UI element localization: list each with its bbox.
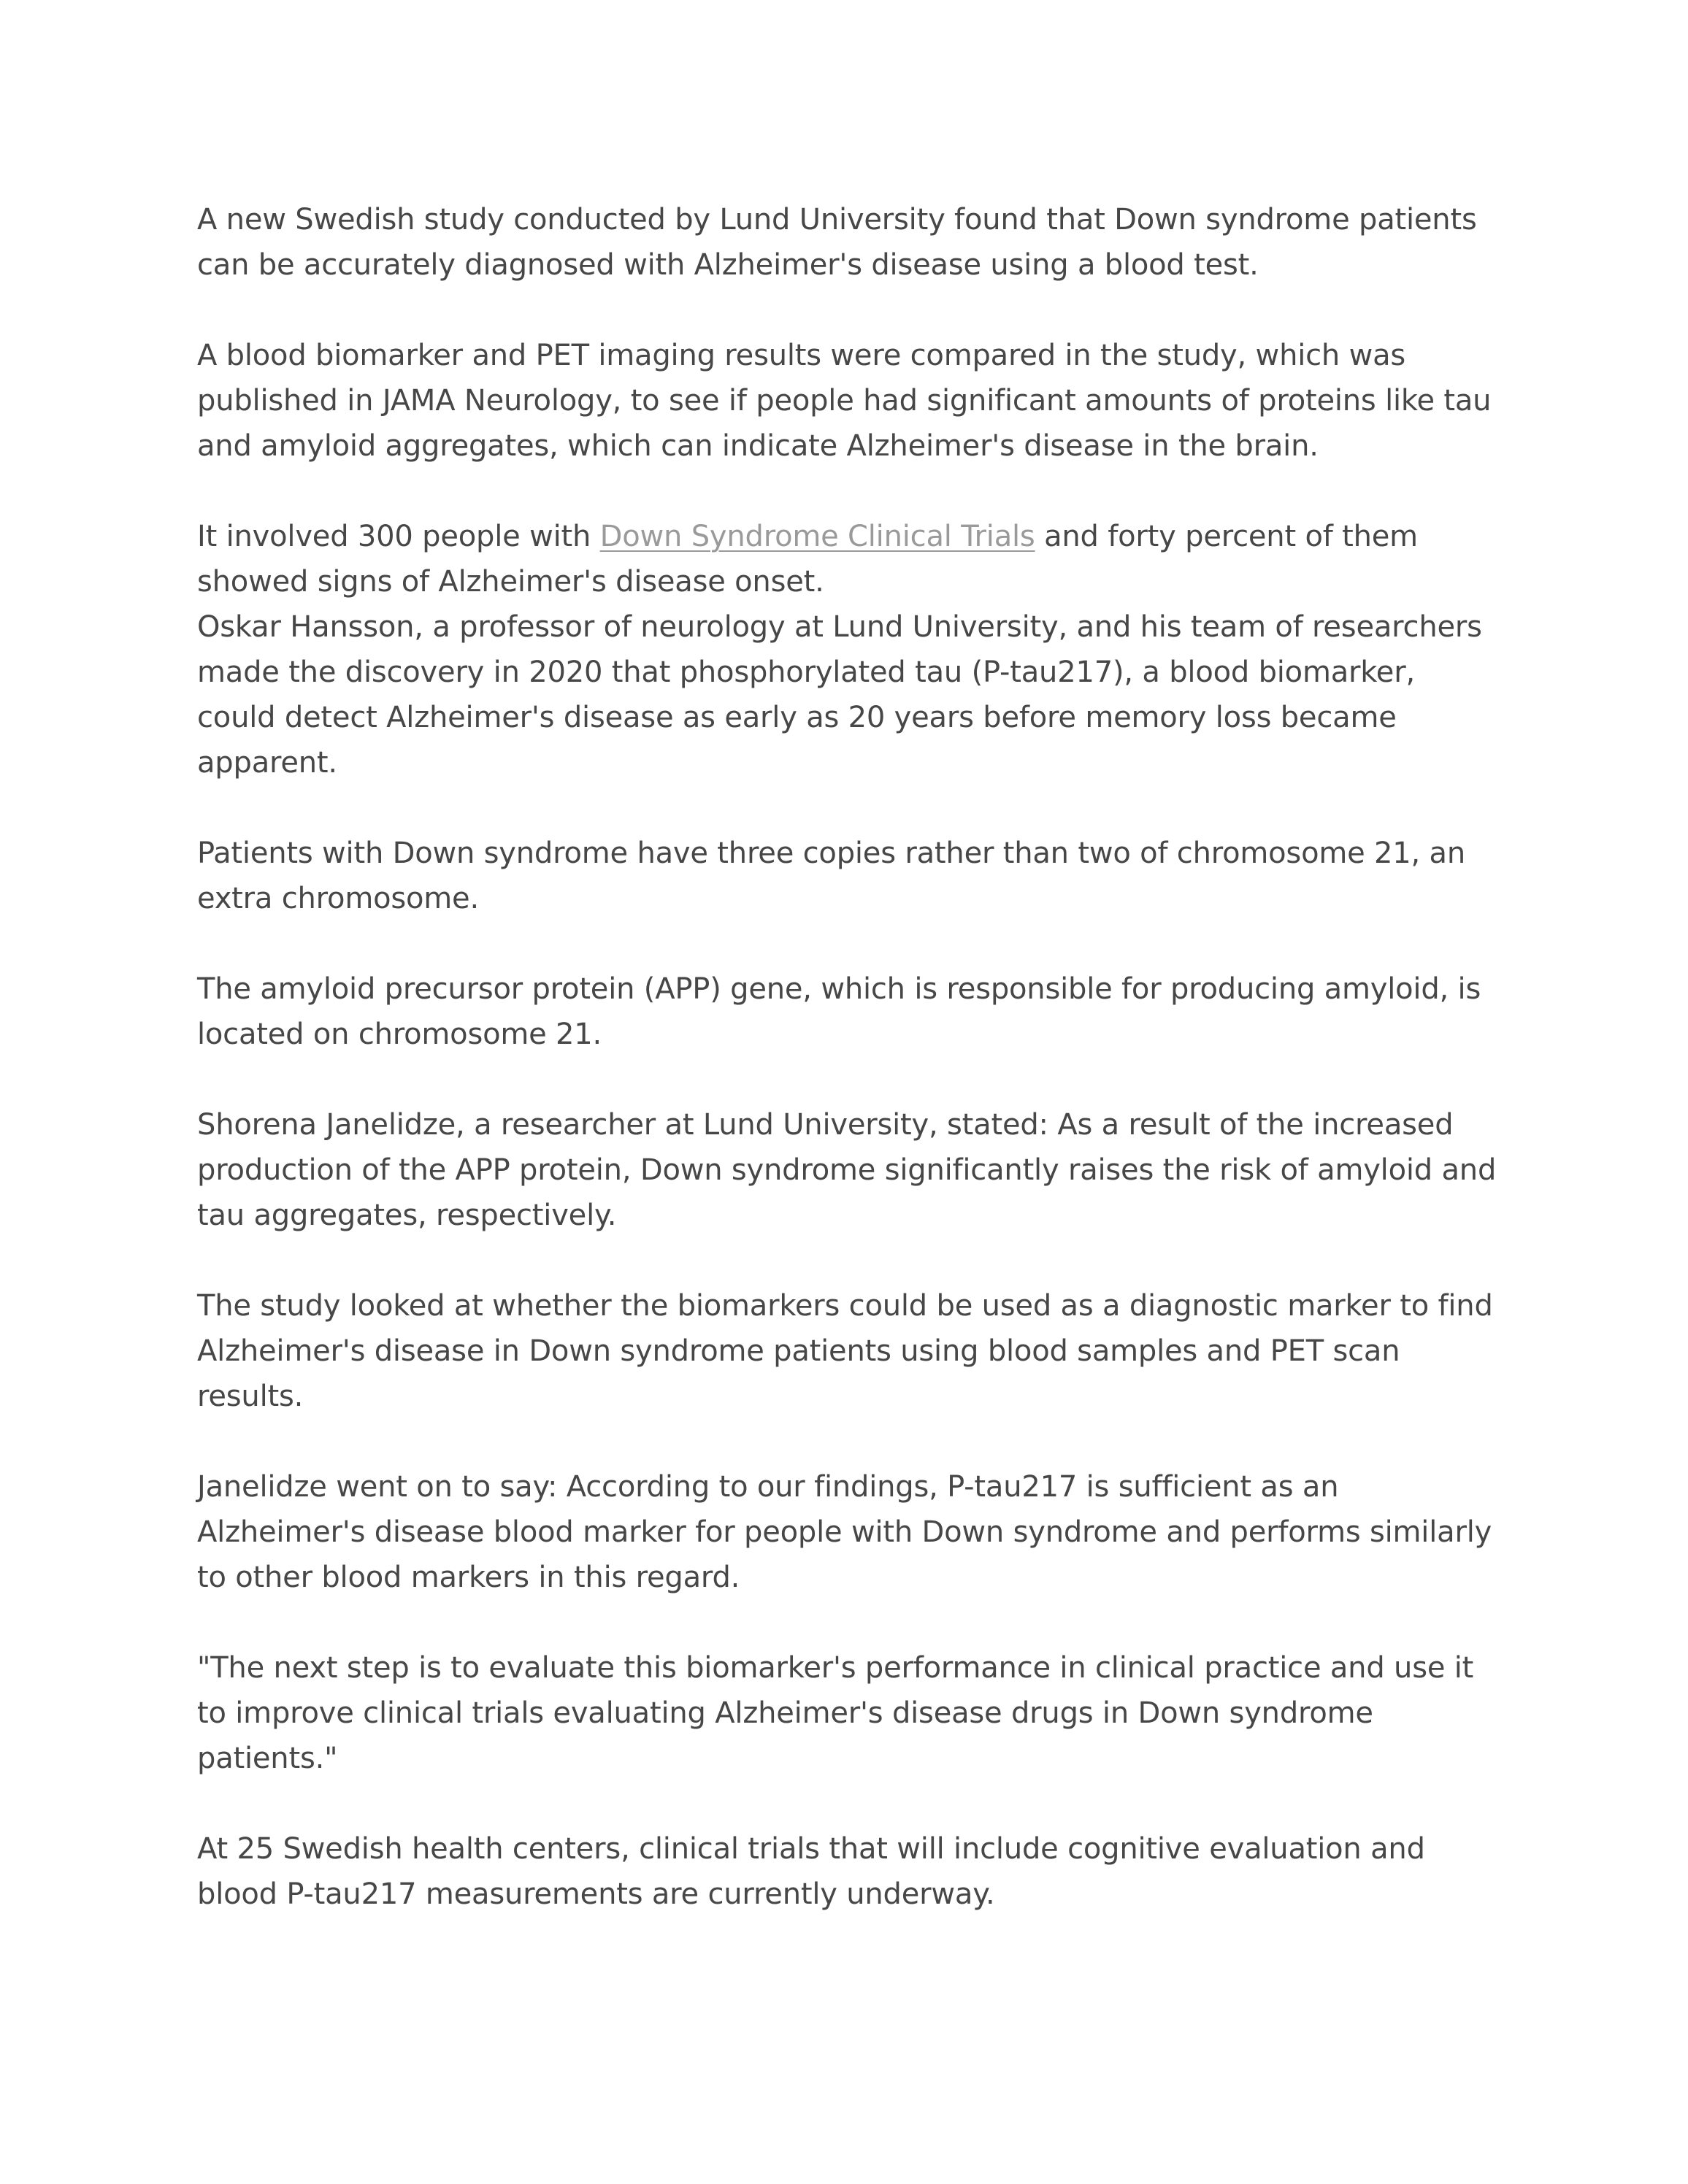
- paragraph-app-gene: The amyloid precursor protein (APP) gene, which is responsible for producing amyloid, is located on chromosome 21.: [197, 972, 1481, 1051]
- article-body: [197, 197, 1497, 1962]
- paragraph-study-comparison: A blood biomarker and PET imaging results were compared in the study, which was published in JAMA Neurology, to see if people had significant amounts of proteins like tau and amyloid aggregates, which can indicate Alzheimer's disease in the brain.: [197, 339, 1492, 463]
- down-syndrome-clinical-trials-link[interactable]: Down Syndrome Clinical Trials: [599, 520, 1035, 553]
- paragraph-findings: Janelidze went on to say: According to our findings, P-tau217 is sufficient as an Alzheimer's disease blood marker for people with Down syndrome and performs similarly to other blood markers in this regard.: [197, 1470, 1492, 1594]
- paragraph-swedish-health-centers: At 25 Swedish health centers, clinical trials that will include cognitive evaluation and blood P-tau217 measurements are currently underway.: [197, 1832, 1425, 1911]
- paragraph-chromosome-21: Patients with Down syndrome have three copies rather than two of chromosome 21, an extra chromosome.: [197, 837, 1466, 915]
- paragraph-study-aim: The study looked at whether the biomarkers could be used as a diagnostic marker to find Alzheimer's disease in Down syndrome patients using blood samples and PET scan results.: [197, 1289, 1493, 1413]
- paragraph-participants: [197, 514, 1497, 604]
- paragraph-next-step-quote: "The next step is to evaluate this biomarker's performance in clinical practice and use it to improve clinical trials evaluating Alzheimer's disease drugs in Down syndrome patients.": [197, 1651, 1474, 1775]
- paragraph-janelidze-statement: Shorena Janelidze, a researcher at Lund University, stated: As a result of the increased production of the APP protein, Down syndrome significantly raises the risk of amyloid and tau aggregates, respectively.: [197, 1108, 1497, 1232]
- paragraph-participants-text-start: It involved 300 people with: [197, 520, 600, 553]
- paragraph-intro: A new Swedish study conducted by Lund University found that Down syndrome patients can be accurately diagnosed with Alzheimer's disease using a blood test.: [197, 203, 1477, 282]
- paragraph-hansson-discovery: Oskar Hansson, a professor of neurology at Lund University, and his team of researchers made the discovery in 2020 that phosphorylated tau (P-tau217), a blood biomarker, could detect Alzheimer's disease as early as 20 years before memory loss became apparent.: [197, 610, 1482, 780]
- paragraph-participants-text-end: and forty percent of them showed signs of Alzheimer's disease onset.: [197, 520, 1418, 599]
